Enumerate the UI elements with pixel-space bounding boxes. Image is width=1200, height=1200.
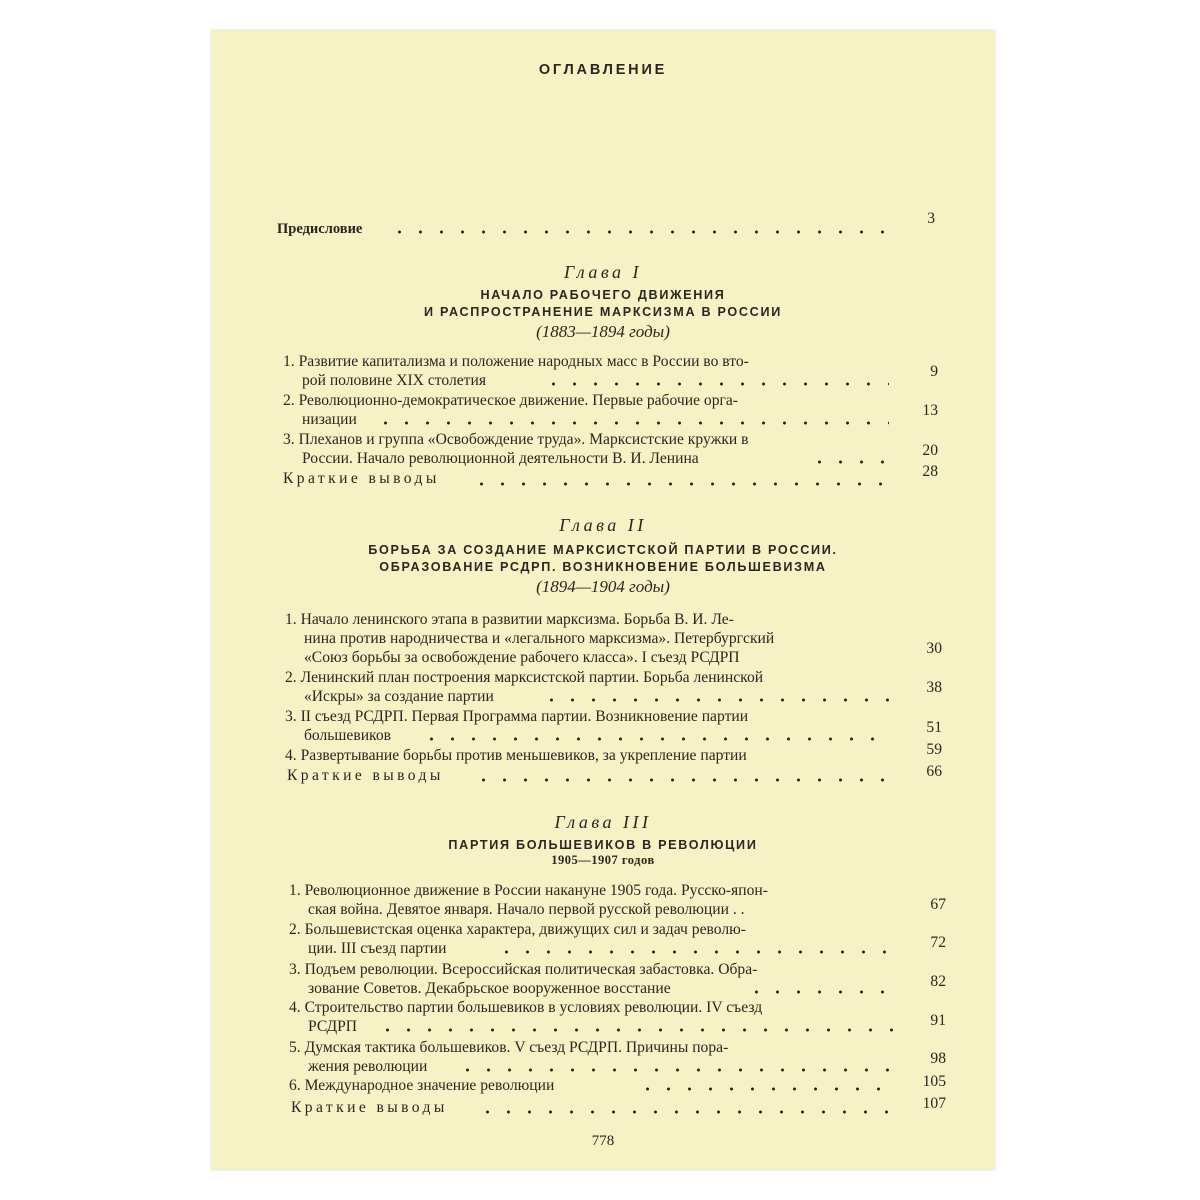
toc-entry-line: нина против народничества и «легального марксизма». Петербургский [304, 630, 775, 647]
toc-entry-line: 2. Ленинский план построения марксистской партии. Борьба ленинской [285, 669, 764, 686]
toc-entry-page: 51 [926, 719, 942, 736]
dot-leader [375, 421, 889, 425]
toc-entry-page: 98 [930, 1050, 946, 1067]
toc-entry-line: рой половине XIX столетия [302, 372, 486, 389]
toc-entry-line: «Искры» за создание партии [304, 688, 494, 705]
toc-entry-page: 105 [922, 1073, 946, 1090]
summary-label: Краткие выводы [287, 767, 444, 784]
dot-leader [543, 382, 889, 386]
summary-page: 107 [922, 1095, 946, 1112]
toc-entry-line: «Союз борьбы за освобождение рабочего класса». I съезд РСДРП [304, 649, 740, 666]
chapter-3-years: 1905—1907 годов [551, 853, 655, 867]
toc-entry-line: 3. Подъем революции. Всероссийская политическая забастовка. Обра- [289, 961, 758, 978]
dot-leader [377, 1028, 894, 1032]
toc-entry-page: 30 [926, 640, 942, 657]
chapter-2-title-line-1: БОРЬБА ЗА СОЗДАНИЕ МАРКСИСТСКОЙ ПАРТИИ В РОССИИ. [368, 543, 838, 557]
preface-label: Предисловие [277, 221, 363, 237]
toc-entry-page: 91 [930, 1012, 946, 1029]
dot-leader [477, 1110, 894, 1114]
toc-entry-line: низации [302, 411, 357, 428]
chapter-1-title-line-2: И РАСПРОСТРАНЕНИЕ МАРКСИЗМА В РОССИИ [424, 305, 782, 319]
dot-leader [457, 1068, 894, 1072]
dot-leader [637, 1087, 894, 1091]
chapter-1-label: Глава I [563, 262, 643, 282]
toc-entry-line: 6. Международное значение революции [289, 1077, 555, 1094]
toc-entry-line: 4. Строительство партии большевиков в условиях революции. IV съезд [289, 999, 763, 1016]
toc-entry-page: 59 [926, 741, 942, 758]
dot-leader [421, 737, 891, 741]
toc-entry-page: 67 [930, 896, 946, 913]
page-title: ОГЛАВЛЕНИЕ [538, 62, 668, 78]
dot-leader [471, 482, 889, 486]
toc-entry-line: ции. III съезд партии [308, 940, 447, 957]
chapter-3-title-line-1: ПАРТИЯ БОЛЬШЕВИКОВ В РЕВОЛЮЦИИ [448, 838, 758, 852]
toc-entry-line: большевиков [304, 727, 391, 744]
toc-entry-line: 3. Плеханов и группа «Освобождение труда». Марксистские кружки в [283, 431, 749, 448]
toc-entry-page: 20 [922, 442, 938, 459]
toc-entry-line: 5. Думская тактика большевиков. V съезд РСДРП. Причины пора- [289, 1039, 729, 1056]
toc-entry-line: 1. Революционное движение в России накануне 1905 года. Русско-япон- [289, 882, 768, 899]
toc-entry-line: 2. Революционно-демократическое движение. Первые рабочие орга- [283, 392, 738, 409]
chapter-2-title-line-2: ОБРАЗОВАНИЕ РСДРП. ВОЗНИКНОВЕНИЕ БОЛЬШЕВИЗМА [379, 560, 827, 574]
dot-leader [809, 460, 889, 464]
toc-entry-line: 2. Большевистская оценка характера, движущих сил и задач револю- [289, 921, 746, 938]
chapter-2-label: Глава II [559, 515, 647, 535]
summary-page: 28 [922, 463, 938, 480]
toc-entry-page: 82 [930, 973, 946, 990]
summary-label: Краткие выводы [291, 1099, 448, 1116]
chapter-2-years: (1894—1904 годы) [536, 577, 670, 596]
dot-leader [746, 990, 894, 994]
book-page [211, 30, 995, 1170]
toc-entry-page: 72 [930, 934, 946, 951]
chapter-3-label: Глава III [554, 812, 652, 832]
toc-entry-line: 1. Развитие капитализма и положение народных масс в России во вто- [283, 353, 749, 370]
dot-leader [473, 778, 891, 782]
toc-entry-line: зование Советов. Декабрьское вооруженное восстание [308, 980, 671, 997]
toc-entry-page: 38 [926, 679, 942, 696]
summary-page: 66 [926, 763, 942, 780]
toc-entry-line: 3. II съезд РСДРП. Первая Программа партии. Возникновение партии [285, 708, 749, 725]
toc-entry-line: РСДРП [308, 1018, 358, 1035]
chapter-1-years: (1883—1894 годы) [536, 322, 670, 341]
toc-entry-line: ская война. Девятое января. Начало первой русской революции . . [308, 901, 745, 918]
summary-label: Краткие выводы [283, 470, 440, 487]
page-number: 778 [591, 1133, 615, 1149]
preface-page: 3 [927, 210, 935, 227]
dot-leader [541, 698, 891, 702]
toc-entry-line: жения революции [308, 1058, 428, 1075]
toc-entry-line: 4. Развертывание борьбы против меньшевиков, за укрепление партии [285, 747, 747, 764]
toc-entry-page: 13 [922, 402, 938, 419]
chapter-1-title-line-1: НАЧАЛО РАБОЧЕГО ДВИЖЕНИЯ [480, 288, 726, 302]
toc-entry-line: 1. Начало ленинского этапа в развитии марксизма. Борьба В. И. Ле- [285, 611, 734, 628]
toc-entry-page: 9 [930, 363, 938, 380]
dot-leader [389, 230, 887, 234]
dot-leader [496, 950, 894, 954]
toc-entry-line: России. Начало революционной деятельности В. И. Ленина [302, 450, 699, 467]
